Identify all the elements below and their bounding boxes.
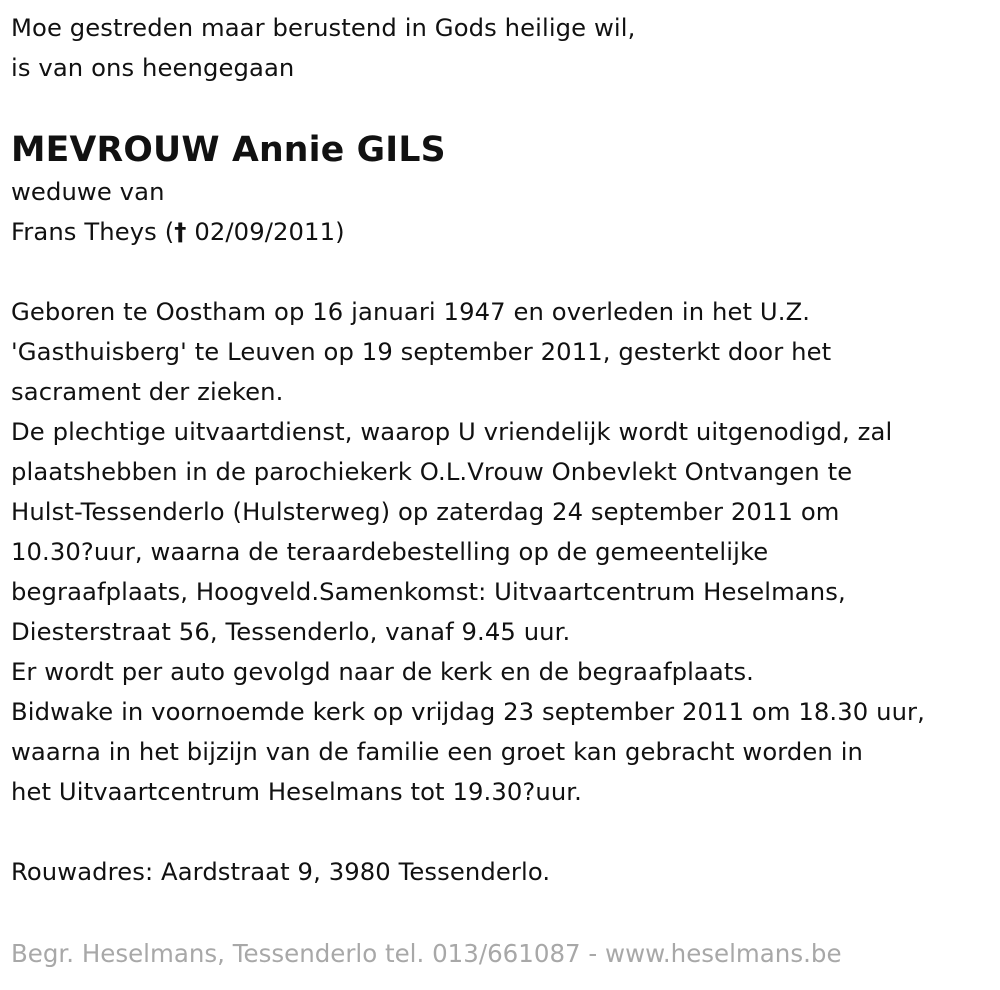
intro-text [11, 8, 996, 88]
body-line: begraafplaats, Hoogveld.Samenkomst: Uitvaartcentrum Heselmans, [11, 577, 846, 606]
obituary-body [11, 292, 996, 812]
obituary-notice [11, 8, 996, 892]
mourning-address [11, 852, 996, 892]
body-line: sacrament der zieken. [11, 377, 284, 406]
body-line: 'Gasthuisberg' te Leuven op 19 september 2011, gesterkt door het [11, 337, 832, 366]
body-line: plaatshebben in de parochiekerk O.L.Vrouw Onbevlekt Ontvangen te [11, 457, 853, 486]
body-line: het Uitvaartcentrum Heselmans tot 19.30?uur. [11, 777, 582, 806]
body-line: waarna in het bijzijn van de familie een groet kan gebracht worden in [11, 737, 864, 766]
body-line: Hulst-Tessenderlo (Hulsterweg) op zaterdag 24 september 2011 om [11, 497, 840, 526]
intro-line-2: is van ons heengegaan [11, 53, 295, 82]
spouse-line [11, 212, 996, 252]
funeral-home-footer: Begr. Heselmans, Tessenderlo tel. 013/661087 - www.heselmans.be [11, 939, 842, 968]
spouse-death-date: 02/09/2011) [186, 217, 345, 246]
body-line: 10.30?uur, waarna de teraardebestelling op de gemeentelijke [11, 537, 769, 566]
body-line: Er wordt per auto gevolgd naar de kerk en de begraafplaats. [11, 657, 754, 686]
spouse-name: Frans Theys ( [11, 217, 175, 246]
body-line: De plechtige uitvaartdienst, waarop U vriendelijk wordt uitgenodigd, zal [11, 417, 893, 446]
body-line: Geboren te Oostham op 16 januari 1947 en overleden in het U.Z. [11, 297, 811, 326]
body-line: Diesterstraat 56, Tessenderlo, vanaf 9.45 uur. [11, 617, 571, 646]
cross-icon: † [174, 217, 187, 246]
spouse-info [11, 172, 996, 252]
mourning-address-text: Rouwadres: Aardstraat 9, 3980 Tessenderlo. [11, 857, 551, 886]
spouse-relation: weduwe van [11, 177, 165, 206]
intro-line-1: Moe gestreden maar berustend in Gods heilige wil, [11, 13, 636, 42]
deceased-name: MEVROUW Annie GILS [11, 130, 446, 170]
body-line: Bidwake in voornoemde kerk op vrijdag 23 september 2011 om 18.30 uur, [11, 697, 925, 726]
